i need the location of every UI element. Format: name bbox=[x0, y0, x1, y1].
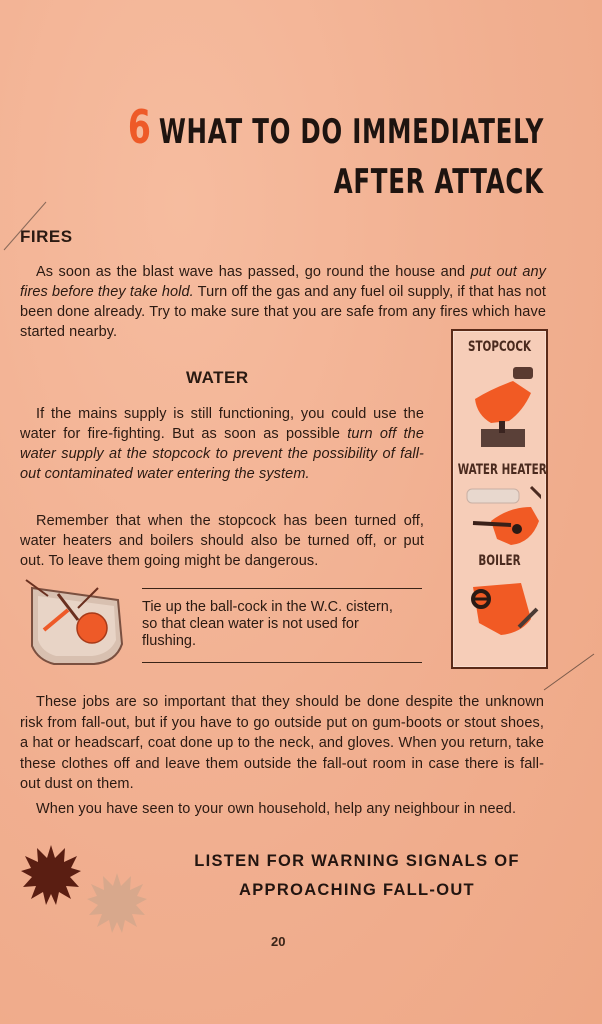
pencil-mark-icon bbox=[540, 650, 600, 695]
water-paragraph-2: Remember that when the stopcock has been turned off, water heaters and boilers should also be turned off, or put out. To leave them going might be dangerous. bbox=[20, 513, 424, 569]
water-heading: WATER bbox=[186, 368, 249, 387]
water-paragraph-1: If the mains supply is still functioning, you could use the water for fire-fighting. But as soon as possible turn off the water supply at the stopcock to prevent the possibility of fall-out contaminated water entering the system. bbox=[20, 406, 424, 482]
fires-heading: FIRES bbox=[20, 227, 73, 246]
after-paragraph-2: When you have seen to your own household, help any neighbour in need. bbox=[36, 801, 517, 817]
caption-rule-top bbox=[142, 588, 422, 589]
water-heater-label: WATER HEATER bbox=[457, 462, 547, 478]
cistern-caption: Tie up the ball-cock in the W.C. cistern, so that clean water is not used for flushing. bbox=[142, 599, 393, 649]
dark-starburst-icon bbox=[20, 844, 82, 906]
stopcock-label: STOPCOCK bbox=[468, 339, 531, 355]
pale-starburst-icon bbox=[86, 872, 148, 934]
chapter-title-line2: AFTER ATTACK bbox=[333, 162, 544, 202]
boiler-label: BOILER bbox=[478, 553, 521, 569]
warning-line-2: APPROACHING FALL-OUT bbox=[239, 881, 475, 899]
cistern-illustration bbox=[18, 570, 130, 672]
chapter-number: 6 bbox=[127, 100, 152, 154]
chapter-title-line1: 6 WHAT TO DO IMMEDIATELY bbox=[127, 100, 544, 154]
pencil-mark-icon bbox=[0, 196, 60, 256]
page-number: 20 bbox=[271, 934, 286, 949]
boiler-hand-icon bbox=[461, 573, 541, 643]
after-paragraph-1: These jobs are so important that they should be done despite the unknown risk from fall-out, but if you have to go outside put on gum-boots or stout shoes, a hat or headscarf, coat done up to the neck, and gloves. When you return, take these clothes off and leave them outside the fall-out room in case there is fall-out dust on them. bbox=[20, 694, 544, 792]
water-heater-hand-icon bbox=[461, 481, 541, 551]
shutoff-diagram bbox=[451, 329, 548, 669]
warning-line-1: LISTEN FOR WARNING SIGNALS OF bbox=[194, 852, 520, 870]
fires-paragraph: As soon as the blast wave has passed, go round the house and put out any fires before they take hold. Turn off the gas and any fuel oil supply, if that has not been done already. Try to make sure that you are safe from any fires which have started nearby. bbox=[20, 264, 546, 340]
caption-rule-bottom bbox=[142, 662, 422, 663]
stopcock-hand-icon bbox=[461, 359, 541, 455]
